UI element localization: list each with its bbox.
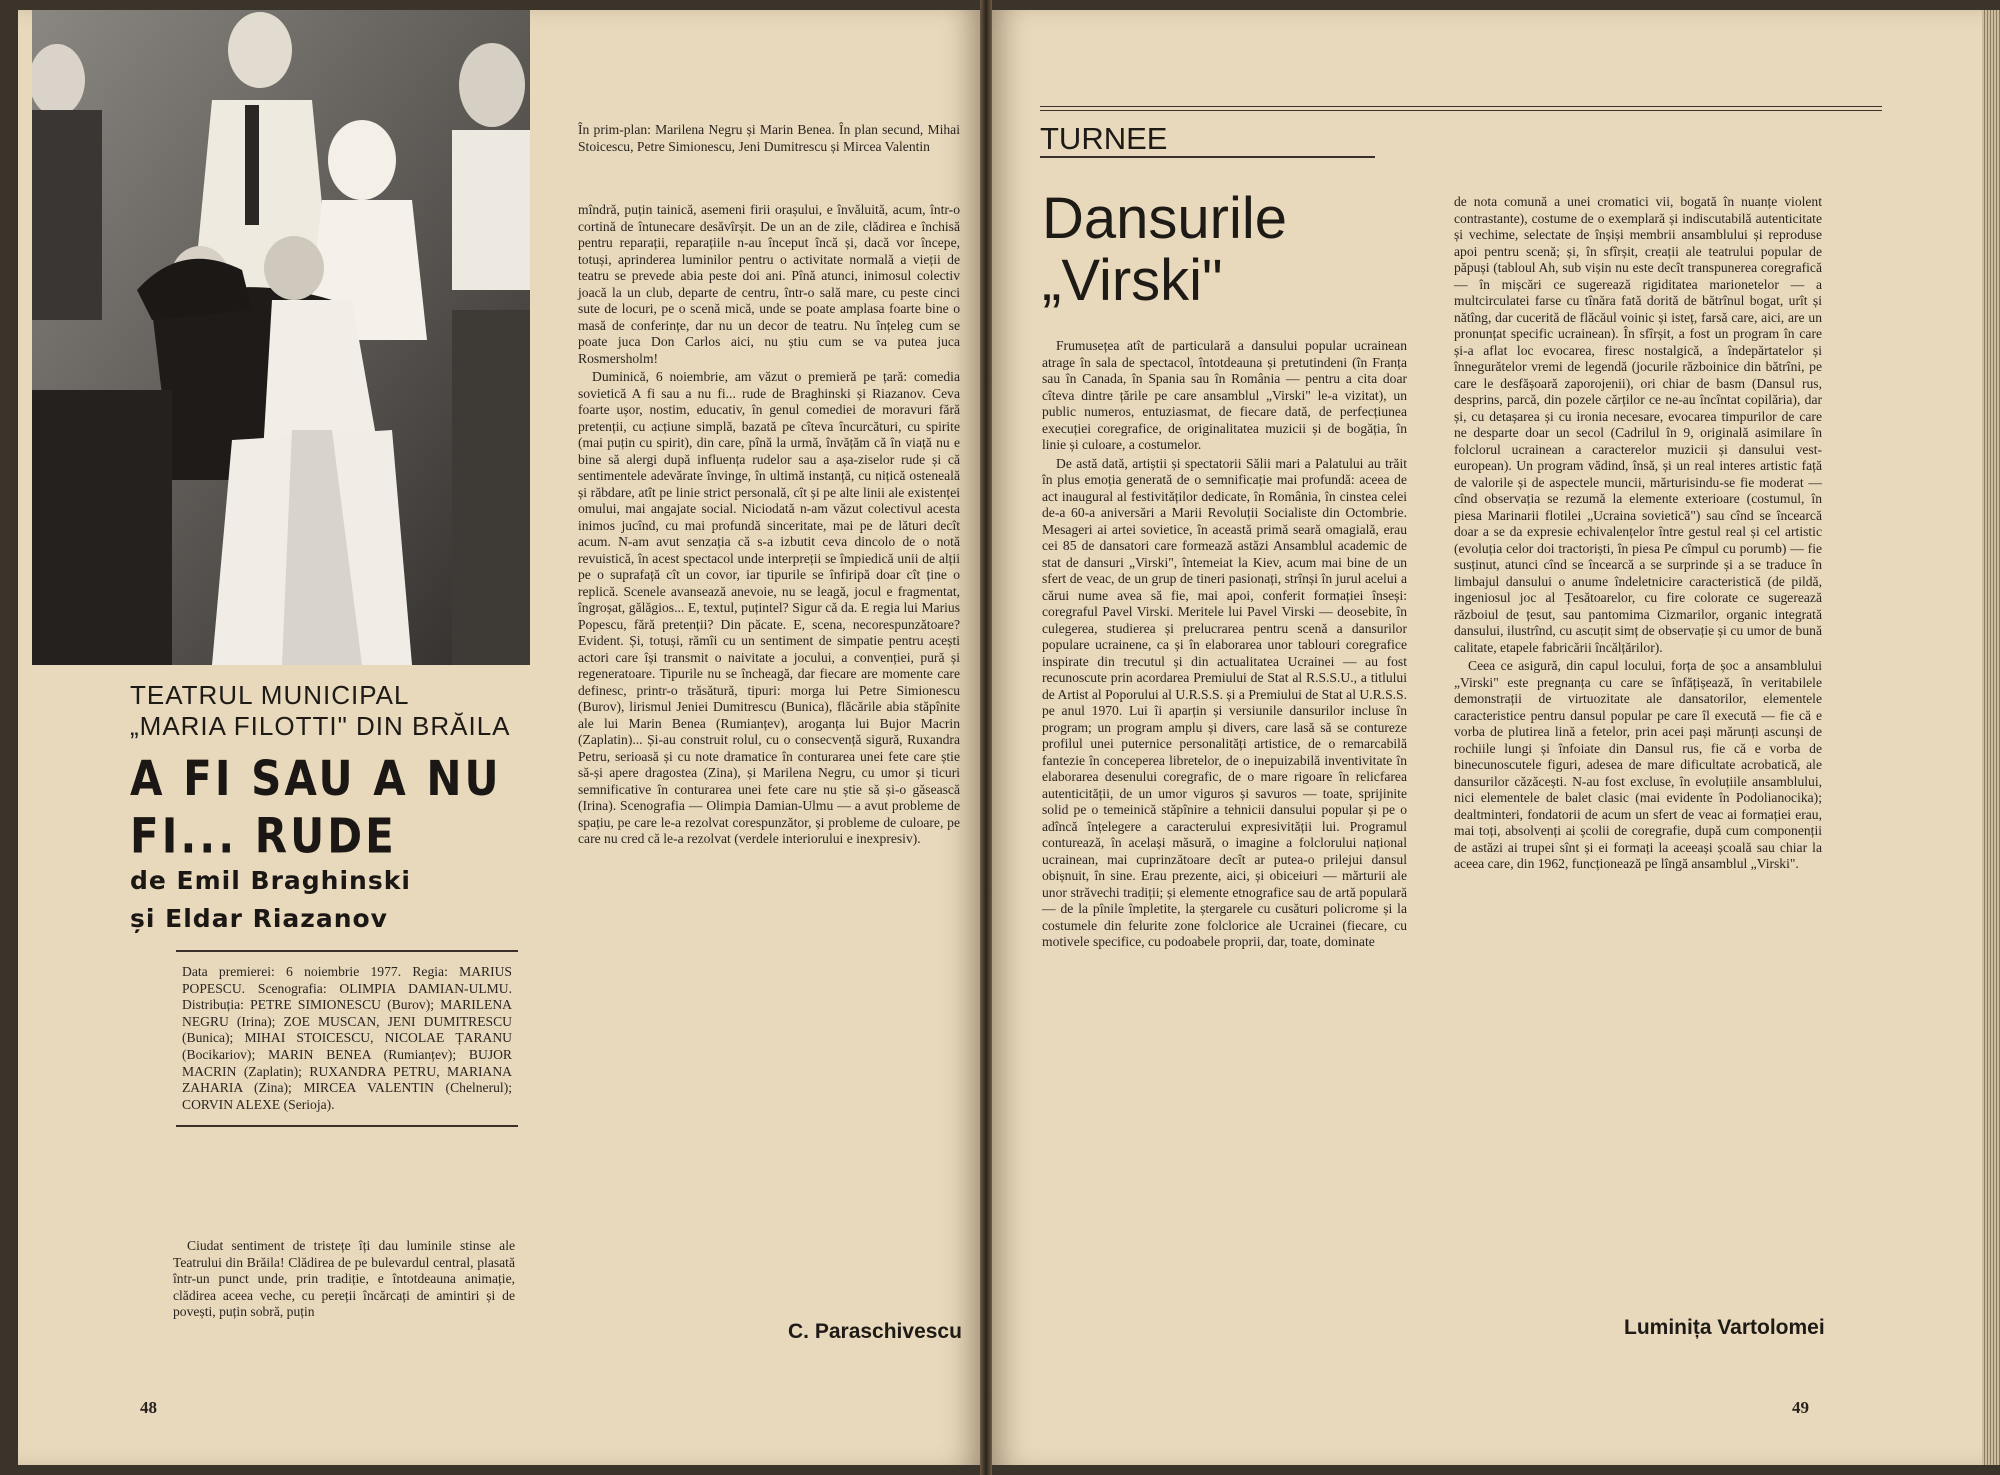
article-title-line: „Virski" xyxy=(1042,248,1223,313)
author-signature: Luminița Vartolomei xyxy=(1624,1316,1825,1339)
article-title-line: Dansurile xyxy=(1042,186,1287,251)
review-paragraph: Ciudat sentiment de tristețe îți dau luminile stinse ale Teatrului din Brăila! Clădirea de pe bulevardul central, plasată într-un punct unde, prin tradiție, e întotdeauna animație, clădirea aceea veche, cu pereții încărcați de amintiri și de povești, puțin sobră, puțin xyxy=(173,1238,515,1319)
article-paragraph: Frumusețea atît de particulară a dansului popular ucrainean atrage în sala de spectacol, întotdeauna și pretutindeni (în Franța sau în Canada, în Spania sau în România — pentru a cita doar cîteva dintre țările pe care ansamblul „Virski" le-a vizitat), un public numeros, entuziasmat, de fiecare dată, de perfecțiunea execuției coregrafice, de originalitatea muzicii și de bogăția, în linie și culoare, a costumelor. xyxy=(1042,338,1407,452)
review-column-2 xyxy=(578,202,960,850)
article-column-2 xyxy=(1454,194,1822,875)
production-credits: Data premierei: 6 noiembrie 1977. Regia: MARIUS POPESCU. Scenografia: OLIMPIA DAMIAN-ULMU. Distribuția: PETRE SIMIONESCU (Burov); MARILENA NEGRU (Irina); ZOE MUSCAN, JENI DUMITRESCU (Bunica); MIHAI STOICESCU, NICOLAE ȚARANU (Bocikariov); MARIN BENEA (Rumianțev); BUJOR MACRIN (Zaplatin); RUXANDRA PETRU, MARIANA ZAHARIA (Zina); MIRCEA VALENTIN (Chelnerul); CORVIN ALEXE (Serioja). xyxy=(176,950,518,1127)
review-intro xyxy=(173,1238,515,1323)
play-authors xyxy=(130,862,550,938)
theatre-heading-line: TEATRUL MUNICIPAL xyxy=(130,680,410,710)
section-label: TURNEE xyxy=(1040,110,1882,157)
left-page xyxy=(18,10,980,1465)
review-paragraph: mîndră, puțin tainică, asemeni firii orașului, e învăluită, acum, într-o cortină de întunecare desăvîrșit. De un an de zile, clădirea e închisă pentru reparații, reparațiile n-au început încă și, dacă vor începe, totuși, aprinderea luminilor pentru o activitate normală a vieții de teatru se prevede abia peste doi ani. Pînă atunci, inimosul colectiv joacă la un club, departe de centru, într-o sală mare, cu peste cinci sute de locuri, pe o scenă mică, unde se poate amplasa foarte bine o masă de conferințe, dar nu un decor de teatru. Nu înțeleg cum se poate juca Don Carlos aici, nu știu cum se va putea juca Rosmersholm! xyxy=(578,202,960,366)
article-paragraph: de nota comună a unei cromatici vii, bogată în nuanțe violent contrastante), costume de o exemplară și indiscutabilă autenticitate și vechime, selectate de înșiși membrii ansamblului și reproduse apoi pentru scenă; și, în sfîrșit, creații ale teatrului popular de păpuși (tabloul Ah, sub vișin nu este decît transpunerea coregrafică — în mișcări ce sugerează rigiditatea marionetelor — a multcirculatei farse cu tînăra fată dorită de bătrînul bogat, urît și nătîng, dar cucerită de flăcăul voinic și isteț, farsă care, aici, are un pronunțat specific ucrainean). În sfîrșit, a fost un program în care și-a aflat loc evocarea, firesc nostalgică, a îndepărtatelor și înnegurătelor vremi de legendă (jocurile războinice din bătrîni, pe care le desfășoară zaporojenii), ori chiar de basm (Dansul rus, desprins, parcă, din pozele cărților ce ne-au încîntat copilăria), dar și, cu detașarea și cu ironia necesare, evocarea timpurilor de care ne desparte doar un secol (Cadrilul în 9, originală asimilare în folclorul ucrainean a caracterelor muzicii și dansului vest-european). Un program vădind, însă, și un real interes artistic față de valorile și de aspectele muncii, mărturisindu-se fie moderat — cînd observația se rezumă la elemente exterioare (costumul, în piesa Marinarii flotilei „Ucraina sovietică") sau cînd se încearcă doar a se da expresie echivalențelor între gestul real și cel artistic (evoluția celor doi tractoriști, în piesa Pe cîmpul cu porumb) — fie susținut, atunci cînd se încearcă a se surprinde și a se traduce în limbajul dansului o anume îndeletnicire caracteristică (de pildă, ingeniosul joc al Țesătoarelor, cu fire colorate ce sugerează războiul de țesut, sau pantomima Cizmarilor, organic integrată dansului, ilustrînd, cu ascuțit simț de observație și cu umor de bună calitate, etapele fabricării încălțărilor). xyxy=(1454,194,1822,655)
article-paragraph: Ceea ce asigură, din capul locului, forța de șoc a ansamblului „Virski" este pregnanța cu care se înfățișează, în veritabilele demonstrații de virtuozitate ale dansatorilor, elementele caracteristice pentru dansul popular pe care îl execută — fie că e vorba de plutirea lină a fetelor, prin acei pași mărunți ascunși de rochiile lungi și înfoiate din Dansul rus, fie că e vorba de binecunoscutele figuri, adesea de mare dificultate acrobatică, ale dansurilor căzăcești. N-au fost excluse, în evoluțiile ansamblului, nici elementele de balet clasic (mai evidente în Podolianocika); dealtminteri, fondatorii de acum un sfert de veac ai formației erau, mai toți, absolvenți ai școlii de coregrafie, după cum componenții de astăzi ai trupei sînt și ei formați la aceeași școală sau chiar la aceea care, din 1962, funcționează pe lîngă ansamblul „Virski". xyxy=(1454,658,1822,871)
review-paragraph: Duminică, 6 noiembrie, am văzut o premieră pe țară: comedia sovietică A fi sau a nu fi... rude de Braghinski și Riazanov. Ceva foarte ușor, nostim, educativ, în genul comediei de moravuri fără pretenții, cu acțiune simplă, bazată pe cîteva încurcături, cu spirite (mai puțin cu spirit), din care, pînă la urmă, învățăm că în viață nu e bine să alergi după influența rudelor sau a așa-ziselor rude și că sentimentele adevărate învinge, în ultimă instanță, cu nițică osteneală și răbdare, atît pe linie strict personală, cît și pe alte linii ale existenței omului, mai angajate social. Niciodată n-am văzut colectivul acesta inimos jucînd, cu mai profundă sinceritate, mai pe de lături decît acum. N-am avut senzația că s-a izbutit ceva dincolo de o notă revuistică, în acest spectacol unde interpreții se împiedică unii de alții pe o suprafață cît un covor, iar tipurile se înfiripă doar cît ține o replică. Scenele avansează anevoie, nu se leagă, jocul e fragmentat, îngroșat, gălăgios... E, textul, puțintel? Sigur că da. E regia lui Marius Popescu, fără pretenții? Din păcate. E, scena, necorespunzătoare? Evident. Și, totuși, rămîi cu un sentiment de simpatie pentru acești actori care își transmit o naivitate a jocului, a convenției, pură și regeneratoare. Tipurile nu se încheagă, dar fiecare are momente care definesc, printr-o trăsătură, tipuri: morga lui Petre Simionescu (Burov), lirismul Jeniei Dumitrescu (Bunica), flăcările abia stăpînite ale lui Marin Benea (Rumianțev), aroganța lui Bujor Macrin (Zaplatin)... Și-au construit rolul, cu o consecvență sigură, Ruxandra Petru, serioasă și cu note dramatice în conturarea unei fete care știe să-și apere dragostea (Zina), și Marilena Negru, cu umor și ticuri semnificative în conturarea unei fete care nu știe să și-o găsească (Irina). Scenografia — Olimpia Damian-Ulmu — a avut probleme de spațiu, pe care le-a rezolvat corespunzător, și probleme de culoare, pe care nu cred că le-a rezolvat (verdele interiorului e inexpresiv). xyxy=(578,369,960,846)
right-page xyxy=(992,10,1982,1465)
page-number: 48 xyxy=(140,1398,157,1417)
article-paragraph: De astă dată, artiștii și spectatorii Sălii mari a Palatului au trăit în plus emoția generată de o semnificație mai profundă: aceea de act inaugural al festivităților dedicate, în România, în cinstea celei de-a 60-a aniversări a Marii Revoluții Socialiste din Octombrie. Mesageri ai artei sovietice, în această primă seară omagială, erau cei 85 de dansatori care formează astăzi Ansamblul academic de stat de dansuri „Virski", întemeiat la Kiev, acum mai bine de un sfert de veac, de un grup de tineri pasionați, strînși în jurul acelui a cărui nume avea să fie, mai apoi, conferit formației înseși: coregraful Pavel Virski. Meritele lui Pavel Virski — deosebite, în culegerea, studierea și prelucrarea pentru scenă a dansurilor populare ucrainene, ca și în elaborarea unor tablouri coregrafice inspirate din trecutul și din actualitatea Ucrainei — au fost recunoscute prin acordarea Premiului de Stat al R.S.S.U., a titlului de Artist al Poporului al U.R.S.S. și a Premiului de Stat al U.R.S.S. pe anul 1970. Lui îi aparțin și versiunile dansurilor incluse în program; un program amplu și divers, care lasă să se contureze profilul unei puternice personalități artistice, de o remarcabilă fantezie în conceperea libretelor, de o inepuizabilă inventivitate în elaborarea desenului coregrafic, de o mare rigoare în relicfarea autenticității, de un umor viguros și savuros — toate, sprijinite solid pe o temeinică stăpînire a tehnicii dansului popular și pe o adîncă înțelegere a caracterului expresivității lui. Programul conturează, în același măsură, o imagine a folclorului național ucrainean, mai cuprinzătoare decît ar putea-o prilejui dansul obișnuit, în sine. Erau prezente, aici, și obiceiuri — mărturii ale unor străvechi tradiții; și elemente etnografice sau de artă populară — de la pînile împletite, la ștergarele cu cusături policrome și la costumele din felurite zone folclorice ale Ucrainei (fiecare, cu motivele specifice, cu podoabele proprii, dar, toate, dominate xyxy=(1042,455,1407,949)
theatre-heading-line: „MARIA FILOTTI" DIN BRĂILA xyxy=(130,711,511,741)
section-divider xyxy=(1040,156,1375,158)
author-line: de Emil Braghinski xyxy=(130,866,411,895)
photograph-icon xyxy=(32,10,530,665)
page-number: 49 xyxy=(1792,1398,1809,1417)
stage-photograph xyxy=(32,10,530,665)
author-signature: C. Paraschivescu xyxy=(788,1320,962,1343)
play-title: A FI SAU A NU FI... RUDE xyxy=(130,750,502,864)
theatre-heading xyxy=(130,680,540,742)
article-title xyxy=(1042,188,1382,312)
photo-caption: În prim-plan: Marilena Negru și Marin Benea. În plan secund, Mihai Stoicescu, Petre Simionescu, Jeni Dumitrescu și Mircea Valentin xyxy=(578,122,960,154)
book-spine xyxy=(980,0,992,1475)
article-column-1 xyxy=(1042,338,1407,953)
author-line: și Eldar Riazanov xyxy=(130,904,388,933)
page-edges xyxy=(1982,10,2000,1465)
